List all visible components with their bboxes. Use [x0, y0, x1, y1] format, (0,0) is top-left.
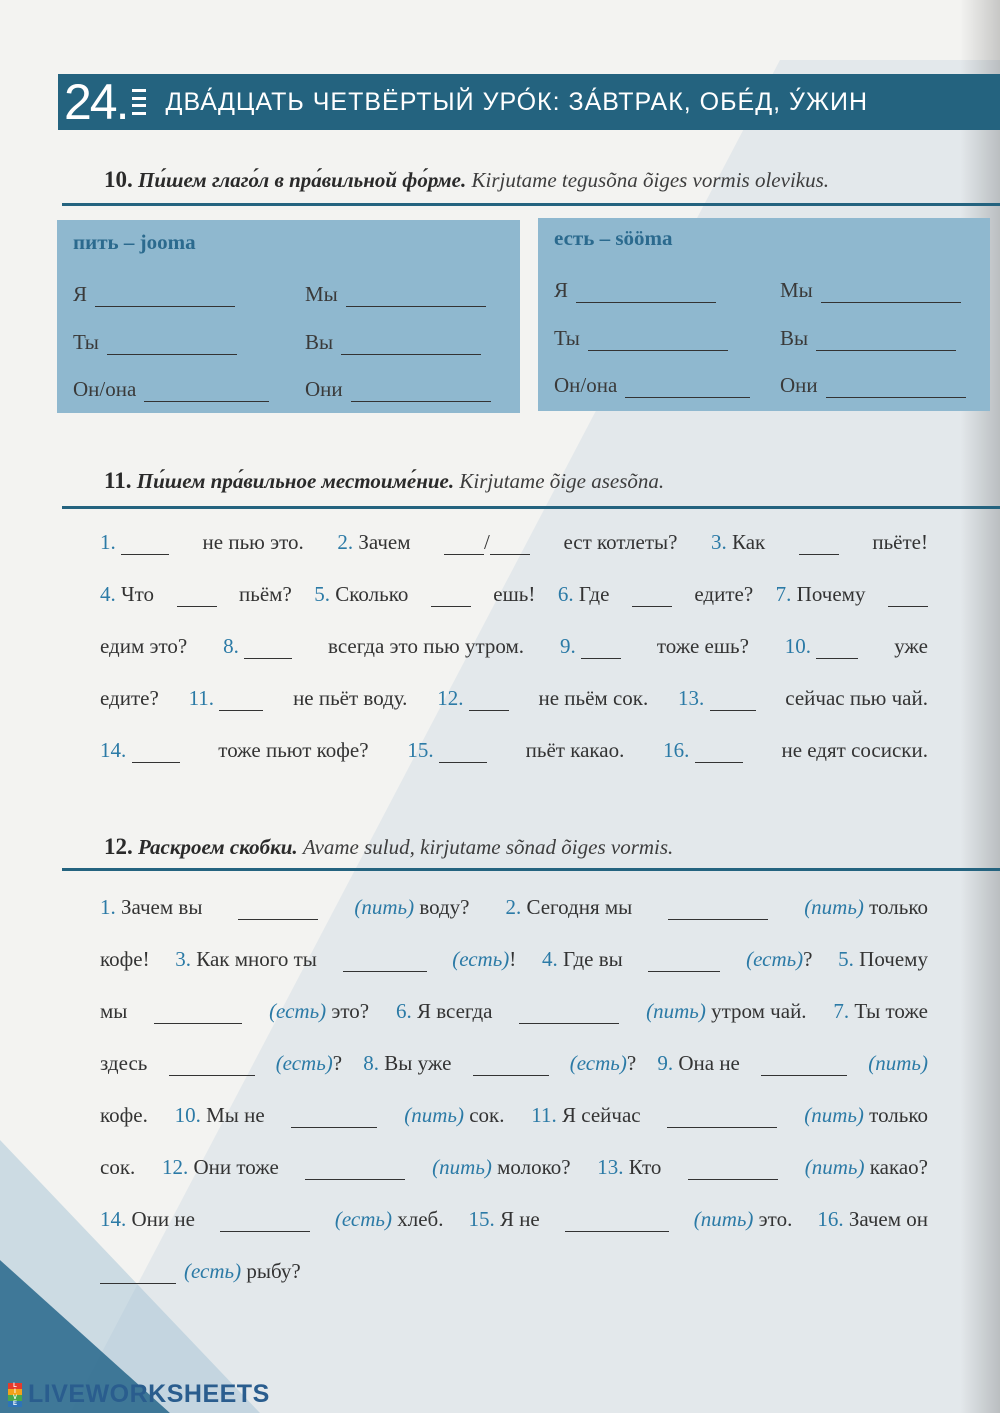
answer-blank[interactable]	[220, 1213, 310, 1232]
answer-blank[interactable]	[816, 330, 956, 351]
conj-cell-my: Мы	[305, 282, 486, 307]
text-line: 4. Что пьём? 5. Сколько ешь! 6. Где едите? 7. Почему	[100, 582, 928, 607]
conj-cell-vy: Вы	[780, 326, 956, 351]
answer-blank[interactable]	[688, 1161, 778, 1180]
exercise-instruction-et: Avame sulud, kirjutame sõnad õiges vormis.	[302, 835, 674, 859]
text-line: кофе. 10. Мы не (пить) сок. 11. Я сейчас (пить) только	[100, 1103, 928, 1127]
answer-blank[interactable]	[154, 1005, 242, 1024]
exercise-number: 11.	[104, 468, 132, 493]
answer-blank[interactable]	[565, 1213, 669, 1232]
answer-blank[interactable]	[351, 381, 491, 402]
conjugation-title: пить – jooma	[73, 230, 196, 254]
text-line: 1. Зачем вы (пить) воду? 2. Сегодня мы (пить) только	[100, 895, 928, 919]
answer-blank[interactable]	[439, 744, 487, 763]
text-line: 14. тоже пьют кофе? 15. пьёт какао. 16. не едят сосиски.	[100, 738, 928, 762]
answer-blank[interactable]	[244, 640, 292, 659]
answer-blank[interactable]	[177, 588, 217, 607]
logo-text: LIVEWORKSHEETS	[28, 1380, 270, 1408]
answer-blank[interactable]	[576, 282, 716, 303]
exercise-instruction-ru: Пи́шем глаго́л в пра́вильной фо́рме.	[138, 168, 467, 192]
lesson-number: 24.	[64, 74, 128, 130]
answer-blank[interactable]	[431, 588, 471, 607]
answer-blank[interactable]	[305, 1161, 405, 1180]
exercise-10-heading	[104, 167, 829, 193]
exercise-instruction-ru: Пи́шем пра́вильное местоиме́ние.	[136, 469, 455, 493]
conj-cell-oni: Они	[780, 373, 966, 398]
answer-blank[interactable]	[888, 588, 928, 607]
conj-cell-oni: Они	[305, 377, 491, 402]
page-fold-shadow	[960, 0, 1000, 1413]
liveworksheets-logo	[8, 1380, 270, 1409]
answer-blank[interactable]	[444, 536, 484, 555]
answer-blank[interactable]	[238, 901, 318, 920]
answer-blank[interactable]	[761, 1057, 847, 1076]
answer-blank[interactable]	[107, 334, 237, 355]
conj-cell-on-ona: Он/она	[73, 377, 269, 402]
answer-blank[interactable]	[799, 536, 839, 555]
text-line: сок. 12. Они тоже (пить) молоко? 13. Кто (пить) какао?	[100, 1155, 928, 1179]
answer-blank[interactable]	[169, 1057, 255, 1076]
conjugation-title: есть – sööma	[554, 226, 673, 250]
answer-blank[interactable]	[581, 640, 621, 659]
text-line: мы (есть) это? 6. Я всегда (пить) утром чай. 7. Ты тоже	[100, 999, 928, 1023]
text-line: едим это? 8. всегда это пью утром. 9. тоже ешь? 10. уже	[100, 634, 928, 658]
conj-cell-ty: Ты	[554, 326, 728, 351]
text-line: 14. Они не (есть) хлеб. 15. Я не (пить) это. 16. Зачем он	[100, 1207, 928, 1231]
text-line: здесь (есть)? 8. Вы уже (есть)? 9. Она не (пить)	[100, 1051, 928, 1075]
text-line: 1. не пью это. 2. Зачем / ест котлеты? 3. Как пьёте!	[100, 530, 928, 554]
lesson-title: ДВА́ДЦАТЬ ЧЕТВЁРТЫЙ УРО́К: ЗА́ВТРАК, ОБЕ́Д, У́ЖИН	[165, 87, 868, 116]
answer-blank[interactable]	[100, 1265, 176, 1284]
exercise-11-heading	[104, 468, 664, 494]
answer-blank[interactable]	[632, 588, 672, 607]
conj-cell-my: Мы	[780, 278, 961, 303]
text-line: (есть) рыбу?	[100, 1259, 928, 1284]
exercise-12-rule	[62, 868, 1000, 871]
answer-blank[interactable]	[121, 536, 169, 555]
conj-cell-ty: Ты	[73, 330, 237, 355]
conj-cell-ya: Я	[73, 282, 235, 307]
answer-blank[interactable]	[219, 692, 263, 711]
conjugation-box-pit	[57, 220, 520, 413]
conj-cell-on-ona: Он/она	[554, 373, 750, 398]
answer-blank[interactable]	[291, 1109, 377, 1128]
conjugation-box-est	[538, 218, 990, 411]
book-icon	[132, 89, 146, 115]
answer-blank[interactable]	[473, 1057, 549, 1076]
answer-blank[interactable]	[144, 381, 269, 402]
exercise-12-heading	[104, 834, 673, 860]
conj-cell-vy: Вы	[305, 330, 481, 355]
answer-blank[interactable]	[346, 286, 486, 307]
answer-blank[interactable]	[132, 744, 180, 763]
answer-blank[interactable]	[95, 286, 235, 307]
exercise-11-rule	[62, 506, 1000, 509]
answer-blank[interactable]	[821, 282, 961, 303]
answer-blank[interactable]	[710, 692, 756, 711]
text-line: едите? 11. не пьёт воду. 12. не пьём сок. 13. сейчас пью чай.	[100, 686, 928, 710]
exercise-instruction-ru: Раскроем скобки.	[138, 835, 298, 859]
answer-blank[interactable]	[469, 692, 509, 711]
lesson-header	[58, 74, 1000, 130]
answer-blank[interactable]	[490, 536, 530, 555]
exercise-10-rule	[62, 203, 1000, 206]
answer-blank[interactable]	[588, 330, 728, 351]
exercise-instruction-et: Kirjutame õige asesõna.	[459, 469, 665, 493]
answer-blank[interactable]	[826, 377, 966, 398]
answer-blank[interactable]	[816, 640, 858, 659]
exercise-number: 12.	[104, 834, 133, 859]
logo-mark-icon: L I V E	[8, 1383, 22, 1407]
answer-blank[interactable]	[343, 953, 427, 972]
answer-blank[interactable]	[341, 334, 481, 355]
answer-blank[interactable]	[695, 744, 743, 763]
answer-blank[interactable]	[519, 1005, 619, 1024]
text-line: кофе! 3. Как много ты (есть)! 4. Где вы (есть)? 5. Почему	[100, 947, 928, 971]
answer-blank[interactable]	[648, 953, 720, 972]
answer-blank[interactable]	[667, 1109, 777, 1128]
answer-blank[interactable]	[625, 377, 750, 398]
exercise-instruction-et: Kirjutame tegusõna õiges vormis olevikus.	[471, 168, 830, 192]
exercise-number: 10.	[104, 167, 133, 192]
answer-blank[interactable]	[668, 901, 768, 920]
conj-cell-ya: Я	[554, 278, 716, 303]
